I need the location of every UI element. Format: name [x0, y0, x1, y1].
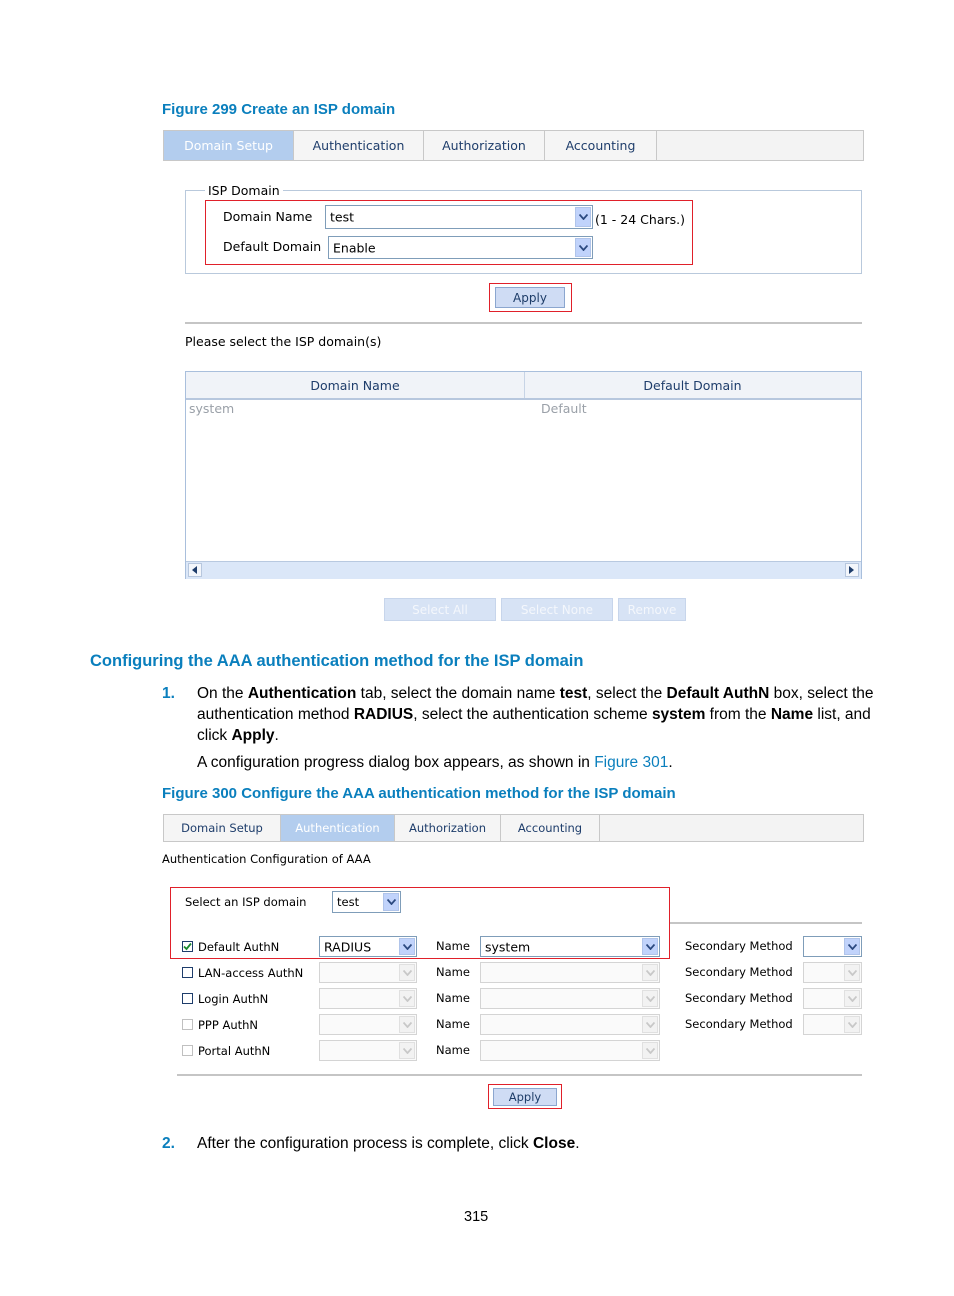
login-authn-label: Login AuthN [198, 992, 269, 1006]
chevron-down-icon[interactable] [399, 964, 415, 981]
portal-method-select[interactable] [319, 1040, 417, 1061]
name-value: system [485, 939, 531, 954]
default-domain-select[interactable] [328, 236, 593, 259]
select-none-button[interactable]: Select None [501, 598, 613, 621]
column-header-default-domain[interactable]: Default Domain [643, 377, 742, 393]
default-authn-name-select[interactable] [480, 936, 660, 957]
table-header [186, 372, 861, 400]
tab-authorization[interactable]: Authorization [395, 815, 501, 841]
isp-domain-table [185, 371, 862, 579]
secondary-method-label: Secondary Method [685, 991, 793, 1005]
login-name-select[interactable] [480, 988, 660, 1009]
chevron-down-icon[interactable] [399, 990, 415, 1007]
figure-299-title: Figure 299 Create an ISP domain [162, 101, 396, 118]
tab-accounting[interactable]: Accounting [545, 131, 657, 160]
secondary-method-label: Secondary Method [685, 939, 793, 953]
secondary-method-select[interactable] [803, 962, 862, 983]
portal-authn-checkbox[interactable] [182, 1045, 193, 1056]
login-authn-checkbox[interactable] [182, 993, 193, 1004]
step-2-text: After the configuration process is complete, click Close. [197, 1135, 580, 1152]
tab-domain-setup[interactable]: Domain Setup [164, 815, 281, 841]
horizontal-scrollbar[interactable] [186, 561, 861, 579]
chevron-down-icon[interactable] [844, 1016, 860, 1033]
ppp-authn-checkbox[interactable] [182, 1019, 193, 1030]
cell-default-domain[interactable]: Default [541, 401, 587, 416]
secondary-method-label: Secondary Method [685, 1017, 793, 1031]
tab-bar-2 [163, 814, 864, 842]
default-authn-method-select[interactable] [319, 936, 417, 957]
page-number: 315 [464, 1209, 489, 1225]
method-value: RADIUS [324, 939, 372, 954]
cell-domain-name[interactable]: system [189, 401, 235, 416]
isp-domain-legend: ISP Domain [205, 183, 283, 198]
ppp-name-select[interactable] [480, 1014, 660, 1035]
login-method-select[interactable] [319, 988, 417, 1009]
apply-button[interactable]: Apply [495, 287, 565, 308]
step-1-note: A configuration progress dialog box appears, as shown in Figure 301. [197, 754, 673, 771]
isp-domain-select[interactable] [332, 891, 401, 913]
domain-name-hint: (1 - 24 Chars.) [595, 212, 685, 227]
chevron-down-icon[interactable] [399, 1016, 415, 1033]
domain-name-value: test [330, 209, 355, 225]
default-authn-checkbox[interactable] [182, 941, 193, 952]
chevron-down-icon[interactable] [642, 964, 658, 981]
divider [177, 1074, 862, 1076]
name-label: Name [436, 1043, 470, 1057]
chevron-down-icon[interactable] [383, 893, 399, 911]
step-1-line-1: On the Authentication tab, select the domain name test, select the Default AuthN box, select the [197, 685, 874, 702]
tab-bar [163, 130, 864, 161]
chevron-down-icon[interactable] [399, 1042, 415, 1059]
chevron-down-icon[interactable] [642, 990, 658, 1007]
chevron-down-icon[interactable] [399, 938, 415, 955]
name-label: Name [436, 1017, 470, 1031]
tab-domain-setup[interactable]: Domain Setup [164, 131, 294, 160]
figure-300-title: Figure 300 Configure the AAA authentication method for the ISP domain [162, 785, 676, 802]
secondary-method-label: Secondary Method [685, 965, 793, 979]
name-label: Name [436, 991, 470, 1005]
step-1-line-2: authentication method RADIUS, select the authentication scheme system from the Name list, and [197, 706, 871, 723]
isp-domain-value: test [337, 895, 360, 909]
auth-config-heading: Authentication Configuration of AAA [162, 852, 371, 866]
tab-authentication[interactable]: Authentication [281, 815, 395, 841]
chevron-down-icon[interactable] [844, 990, 860, 1007]
name-label: Name [436, 965, 470, 979]
tab-accounting[interactable]: Accounting [501, 815, 600, 841]
column-header-domain-name[interactable]: Domain Name [186, 372, 525, 398]
portal-name-select[interactable] [480, 1040, 660, 1061]
ppp-method-select[interactable] [319, 1014, 417, 1035]
chevron-down-icon[interactable] [844, 964, 860, 981]
chevron-down-icon[interactable] [642, 938, 658, 955]
chevron-down-icon[interactable] [642, 1042, 658, 1059]
secondary-method-select[interactable] [803, 988, 862, 1009]
isp-domain-label: Select an ISP domain [185, 895, 307, 909]
lan-access-method-select[interactable] [319, 962, 417, 983]
scroll-right-icon[interactable] [845, 563, 859, 577]
domain-name-combobox[interactable] [325, 205, 593, 229]
chevron-down-icon[interactable] [844, 938, 860, 955]
chevron-down-icon[interactable] [575, 207, 591, 227]
select-prompt: Please select the ISP domain(s) [185, 334, 382, 349]
lan-access-name-select[interactable] [480, 962, 660, 983]
remove-button[interactable]: Remove [618, 598, 686, 621]
default-domain-label: Default Domain [223, 239, 322, 254]
select-all-button[interactable]: Select All [384, 598, 496, 621]
lan-access-authn-checkbox[interactable] [182, 967, 193, 978]
step-2-number: 2. [162, 1135, 175, 1152]
divider [670, 922, 862, 924]
default-authn-label: Default AuthN [198, 940, 280, 954]
step-1-number: 1. [162, 685, 175, 702]
tab-authentication[interactable]: Authentication [294, 131, 424, 160]
domain-name-label: Domain Name [223, 209, 313, 224]
figure-301-link[interactable]: Figure 301 [594, 754, 669, 771]
portal-authn-label: Portal AuthN [198, 1044, 271, 1058]
name-label: Name [436, 939, 470, 953]
tab-authorization[interactable]: Authorization [424, 131, 545, 160]
section-title: Configuring the AAA authentication method for the ISP domain [90, 652, 584, 670]
divider [185, 322, 862, 324]
lan-access-authn-label: LAN-access AuthN [198, 966, 304, 980]
secondary-method-select[interactable] [803, 1014, 862, 1035]
default-domain-value: Enable [333, 240, 376, 255]
apply-button[interactable]: Apply [493, 1088, 557, 1106]
secondary-method-select[interactable] [803, 936, 862, 957]
chevron-down-icon[interactable] [575, 238, 591, 257]
scroll-left-icon[interactable] [188, 563, 202, 577]
step-1-line-3: click Apply. [197, 727, 279, 744]
chevron-down-icon[interactable] [642, 1016, 658, 1033]
ppp-authn-label: PPP AuthN [198, 1018, 259, 1032]
